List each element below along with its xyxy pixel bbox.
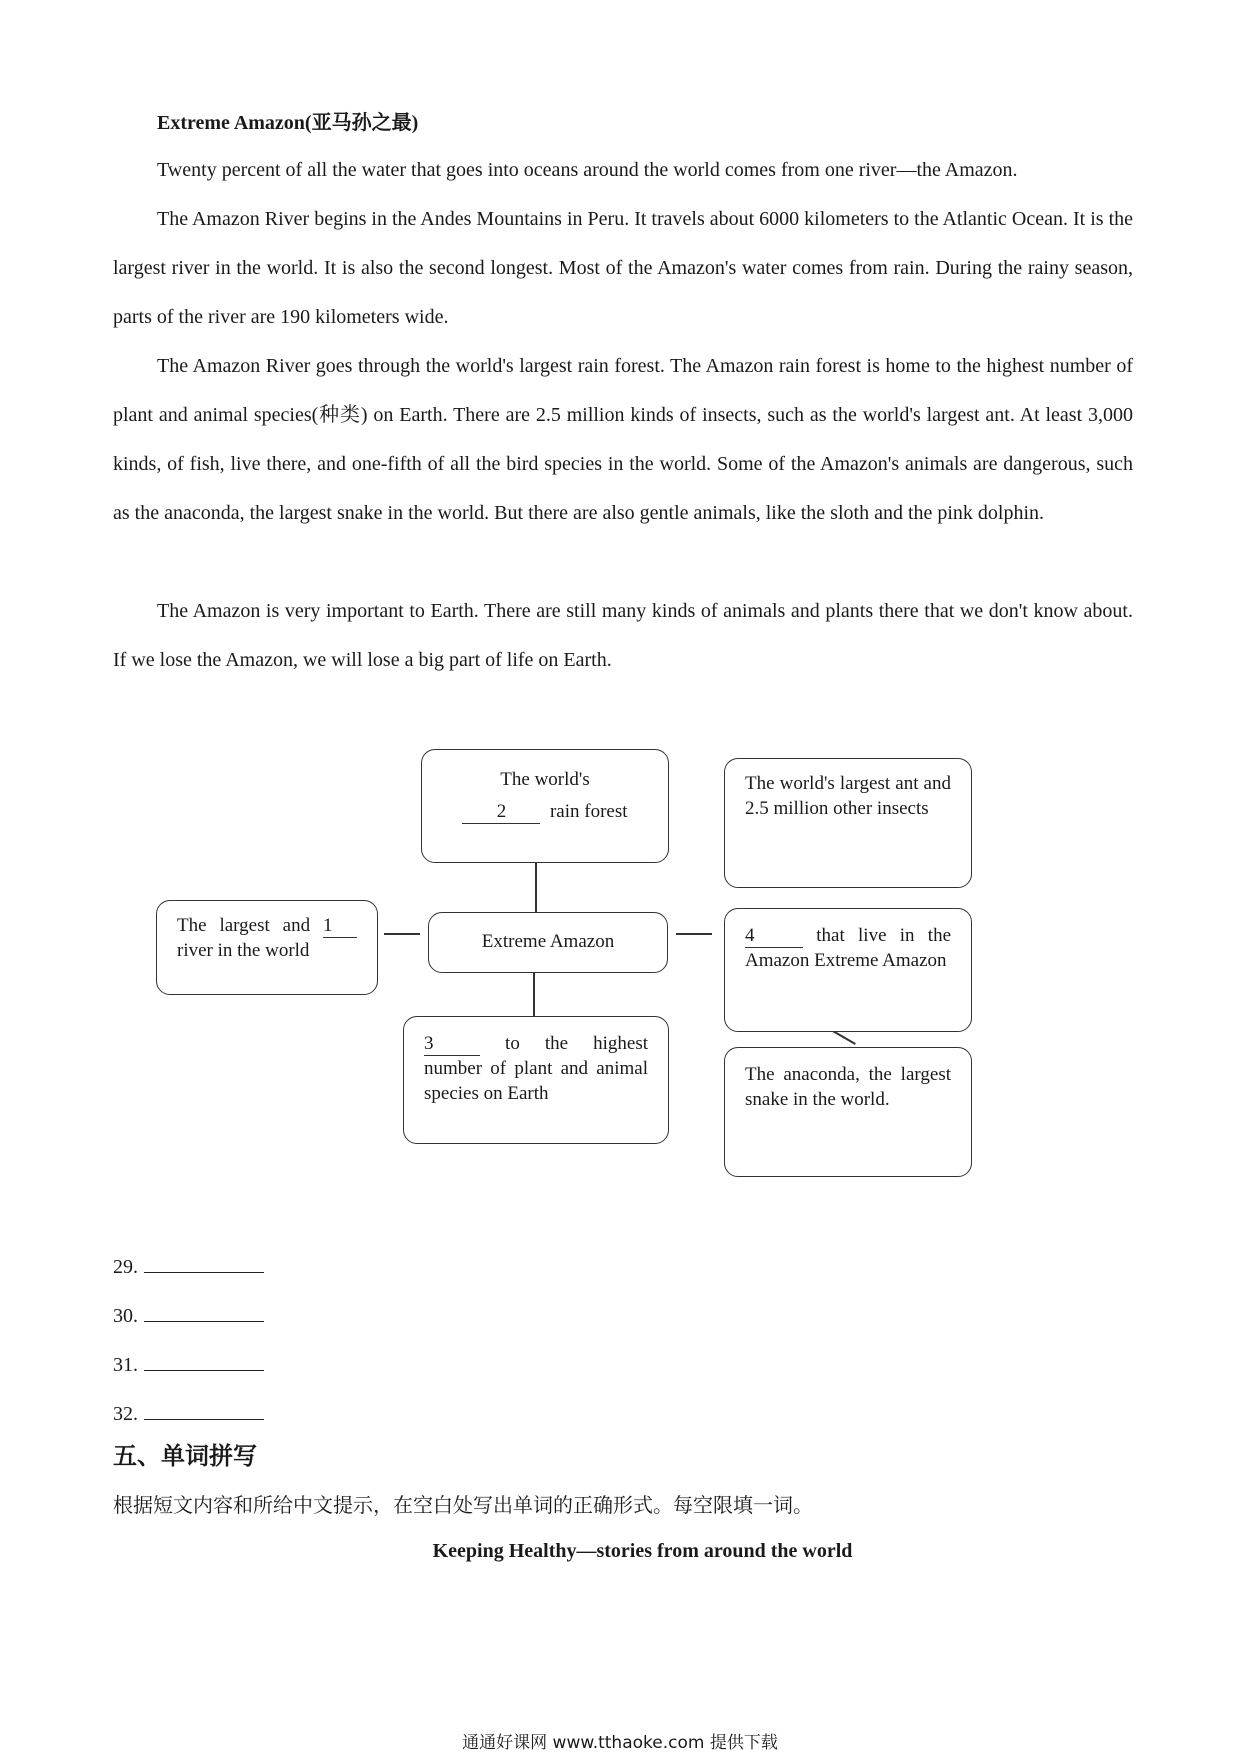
right-mid-text: that live in the Amazon Extreme Amazon	[745, 925, 951, 971]
answer-32[interactable]	[113, 1401, 264, 1426]
box-right-bottom	[724, 1047, 972, 1177]
right-bottom-text: The anaconda, the largest snake in the world.	[745, 1064, 951, 1110]
answer-29[interactable]	[113, 1254, 264, 1279]
blank-3: 3	[424, 1033, 480, 1056]
answer-blank[interactable]	[144, 1352, 264, 1371]
answer-blank[interactable]	[144, 1401, 264, 1420]
passage-title: Extreme Amazon(亚马孙之最)	[157, 112, 419, 134]
paragraph-3: The Amazon River goes through the world's largest rain forest. The Amazon rain forest is home to the highest number of plant and animal species(种类) on Earth. There are 2.5 million kinds of insects, such as the world's largest ant. At least 3,000 kinds, of fish, live there, and one-fifth of all the bird species in the world. Some of the Amazon's animals are dangerous, such as the anaconda, the largest snake in the world. But there are also gentle animals, like the sloth and the pink dolphin.	[113, 355, 1133, 524]
paragraph-1: Twenty percent of all the water that goes into oceans around the world comes from one river—the Amazon.	[157, 159, 1018, 181]
answer-30[interactable]	[113, 1303, 264, 1328]
answer-number: 29.	[113, 1256, 138, 1278]
connector-bottom	[533, 970, 535, 1016]
bottom-post: to the highest number of plant and animal species on Earth	[424, 1033, 648, 1104]
box-top	[421, 749, 669, 863]
top-pre: The world's	[500, 769, 590, 790]
right-top-text: The world's largest ant and 2.5 million other insects	[745, 773, 951, 819]
connector-left	[384, 933, 420, 935]
answer-blank[interactable]	[144, 1303, 264, 1322]
blank-4: 4	[745, 925, 803, 948]
left-post: river in the world	[177, 940, 310, 961]
box-right-top	[724, 758, 972, 888]
connector-top	[535, 860, 537, 912]
blank-1: 1	[323, 915, 357, 938]
paragraph-2: The Amazon River begins in the Andes Mountains in Peru. It travels about 6000 kilometers to the Atlantic Ocean. It is the largest river in the world. It is also the second longest. Most of the Amazon's water comes from rain. During the rainy season, parts of the river are 190 kilometers wide.	[113, 208, 1133, 328]
center-label: Extreme Amazon	[481, 931, 615, 952]
answer-31[interactable]	[113, 1352, 264, 1377]
blank-2: 2	[462, 801, 540, 824]
answer-blank[interactable]	[144, 1254, 264, 1273]
box-bottom	[403, 1016, 669, 1144]
box-center	[428, 912, 668, 973]
box-right-mid	[724, 908, 972, 1032]
answer-number: 30.	[113, 1305, 138, 1327]
top-post: rain forest	[549, 801, 628, 822]
answer-number: 32.	[113, 1403, 138, 1425]
page-footer: 通通好课网 www.tthaoke.com 提供下载	[462, 1733, 778, 1753]
section-subtitle: Keeping Healthy—stories from around the world	[432, 1540, 853, 1562]
left-pre: The largest and	[177, 915, 311, 936]
answer-number: 31.	[113, 1354, 138, 1376]
section-heading: 五、单词拼写	[113, 1442, 257, 1470]
paragraph-4: The Amazon is very important to Earth. There are still many kinds of animals and plants there that we don't know about. If we lose the Amazon, we will lose a big part of life on Earth.	[113, 600, 1133, 671]
box-left	[156, 900, 378, 995]
section-instruction: 根据短文内容和所给中文提示，在空白处写出单词的正确形式。每空限填一词。	[113, 1493, 813, 1517]
connector-right	[676, 933, 712, 935]
